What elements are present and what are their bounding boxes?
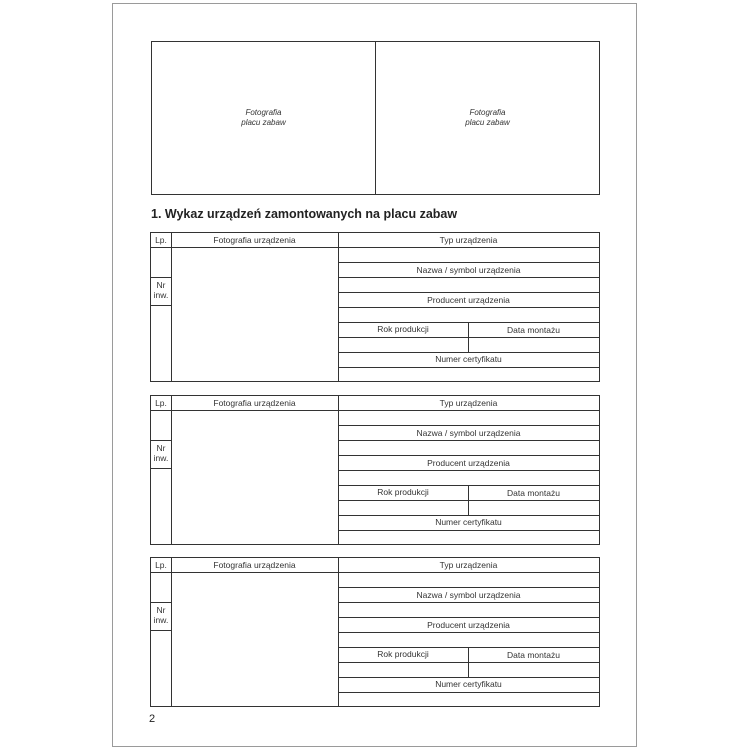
lp-label: Lp. xyxy=(155,560,167,570)
card-divider xyxy=(338,367,599,368)
mount-date-label: Data montażu xyxy=(507,650,560,660)
card-divider xyxy=(338,692,599,693)
card-divider xyxy=(171,558,172,706)
certificate-label: Numer certyfikatu xyxy=(435,679,502,689)
card-divider xyxy=(151,630,171,631)
equipment-card xyxy=(150,232,600,382)
nr-label-line2: inw. xyxy=(153,453,169,463)
card-divider xyxy=(338,410,599,411)
playground-photo-right xyxy=(375,42,599,194)
production-year-label: Rok produkcji xyxy=(377,649,429,659)
photo-label: Fotografia urządzenia xyxy=(213,560,296,570)
mount-date-label: Data montażu xyxy=(507,325,560,335)
card-divider xyxy=(151,602,171,603)
card-divider xyxy=(151,410,171,411)
photo-label: Fotografia urządzenia xyxy=(213,398,296,408)
photo-label: Fotografia urządzenia xyxy=(213,235,296,245)
card-divider xyxy=(151,440,171,441)
name-symbol-label: Nazwa / symbol urządzenia xyxy=(416,265,521,275)
type-label: Typ urządzenia xyxy=(439,398,498,408)
lp-label: Lp. xyxy=(155,398,167,408)
nr-inw-label xyxy=(151,443,171,463)
card-divider xyxy=(338,470,599,471)
section-title: 1. Wykaz urządzeń zamontowanych na placu zabaw xyxy=(151,207,458,221)
photo-label-line1: Fotografia xyxy=(469,108,506,117)
certificate-label: Numer certyfikatu xyxy=(435,354,502,364)
equipment-card xyxy=(150,557,600,707)
nr-label-line1: Nr xyxy=(156,280,166,290)
card-divider xyxy=(338,530,599,531)
card-divider xyxy=(151,468,171,469)
card-divider xyxy=(171,247,338,248)
card-divider xyxy=(338,277,599,278)
production-year-label: Rok produkcji xyxy=(377,324,429,334)
photo-label-line2: placu zabaw xyxy=(465,118,510,127)
type-label: Typ urządzenia xyxy=(439,235,498,245)
nr-inw-label xyxy=(151,280,171,300)
nr-label-line1: Nr xyxy=(156,443,166,453)
card-divider xyxy=(151,247,171,248)
card-divider xyxy=(338,440,599,441)
producer-label: Producent urządzenia xyxy=(427,295,510,305)
card-divider xyxy=(171,410,338,411)
card-divider xyxy=(338,307,599,308)
type-label: Typ urządzenia xyxy=(439,560,498,570)
playground-photo-left xyxy=(152,42,375,194)
card-divider xyxy=(171,233,172,381)
page-number: 2 xyxy=(149,713,156,725)
card-divider xyxy=(151,305,171,306)
producer-label: Producent urządzenia xyxy=(427,458,510,468)
production-year-label: Rok produkcji xyxy=(377,487,429,497)
photo-label-line1: Fotografia xyxy=(245,108,282,117)
equipment-card xyxy=(150,395,600,545)
producer-label: Producent urządzenia xyxy=(427,620,510,630)
lp-label: Lp. xyxy=(155,235,167,245)
playground-photos xyxy=(151,41,600,195)
certificate-label: Numer certyfikatu xyxy=(435,517,502,527)
card-divider xyxy=(338,572,599,573)
card-divider xyxy=(171,572,338,573)
card-divider xyxy=(171,396,172,544)
card-divider xyxy=(338,632,599,633)
name-symbol-label: Nazwa / symbol urządzenia xyxy=(416,590,521,600)
card-divider xyxy=(151,572,171,573)
nr-inw-label xyxy=(151,605,171,625)
card-divider xyxy=(338,247,599,248)
card-divider xyxy=(151,277,171,278)
card-divider xyxy=(338,602,599,603)
photo-label-line2: placu zabaw xyxy=(241,118,286,127)
nr-label-line1: Nr xyxy=(156,605,166,615)
nr-label-line2: inw. xyxy=(153,615,169,625)
mount-date-label: Data montażu xyxy=(507,488,560,498)
nr-label-line2: inw. xyxy=(153,290,169,300)
name-symbol-label: Nazwa / symbol urządzenia xyxy=(416,428,521,438)
